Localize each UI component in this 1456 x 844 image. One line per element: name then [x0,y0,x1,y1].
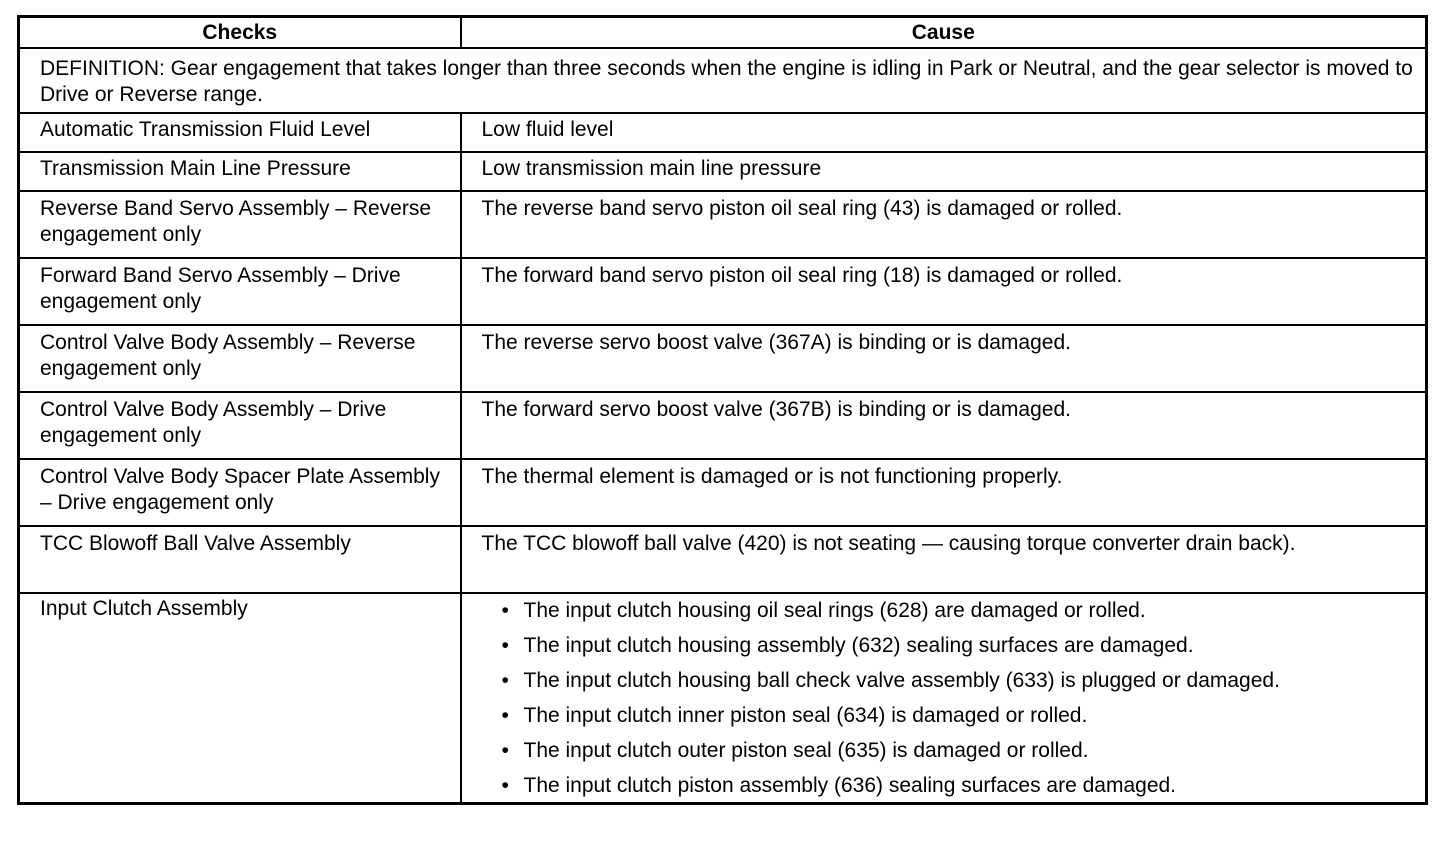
check-cell: Reverse Band Servo Assembly – Reverse engagement only [19,191,461,258]
check-cell: Automatic Transmission Fluid Level [19,113,461,152]
definition-row [19,48,1427,113]
table-row [19,526,1427,593]
cause-cell: The TCC blowoff ball valve (420) is not seating — causing torque converter drain back). [461,526,1427,593]
table-row [19,258,1427,325]
table-row [19,113,1427,152]
column-header-checks: Checks [19,17,461,49]
table-row [19,392,1427,459]
check-cell: TCC Blowoff Ball Valve Assembly [19,526,461,593]
cause-cell-list [461,593,1427,804]
check-cell: Control Valve Body Assembly – Drive engagement only [19,392,461,459]
table-row [19,191,1427,258]
header-row [19,17,1427,49]
check-cell: Input Clutch Assembly [19,593,461,804]
cause-bullet-list [470,596,1418,799]
diagnosis-table [17,15,1428,805]
check-cell: Forward Band Servo Assembly – Drive engagement only [19,258,461,325]
check-cell: Transmission Main Line Pressure [19,152,461,191]
cause-cell: The reverse servo boost valve (367A) is binding or is damaged. [461,325,1427,392]
list-item: • The input clutch housing ball check valve assembly (633) is plugged or damaged. [502,668,1418,694]
cause-cell: The thermal element is damaged or is not functioning properly. [461,459,1427,526]
list-item: • The input clutch piston assembly (636) sealing surfaces are damaged. [502,773,1418,799]
check-cell: Control Valve Body Spacer Plate Assembly – Drive engagement only [19,459,461,526]
table-row-input-clutch [19,593,1427,804]
list-item: • The input clutch housing oil seal rings (628) are damaged or rolled. [502,598,1418,624]
cause-cell: Low transmission main line pressure [461,152,1427,191]
cause-cell: The forward servo boost valve (367B) is binding or is damaged. [461,392,1427,459]
definition-text: DEFINITION: Gear engagement that takes longer than three seconds when the engine is idling in Park or Neutral, and the gear selector is moved to Drive or Reverse range. [19,48,1427,113]
check-cell: Control Valve Body Assembly – Reverse engagement only [19,325,461,392]
cause-cell: Low fluid level [461,113,1427,152]
table-row [19,325,1427,392]
list-item: • The input clutch outer piston seal (635) is damaged or rolled. [502,738,1418,764]
column-header-cause: Cause [461,17,1427,49]
table-row [19,152,1427,191]
cause-cell: The reverse band servo piston oil seal ring (43) is damaged or rolled. [461,191,1427,258]
table-row [19,459,1427,526]
list-item: • The input clutch housing assembly (632) sealing surfaces are damaged. [502,633,1418,659]
list-item: • The input clutch inner piston seal (634) is damaged or rolled. [502,703,1418,729]
cause-cell: The forward band servo piston oil seal ring (18) is damaged or rolled. [461,258,1427,325]
